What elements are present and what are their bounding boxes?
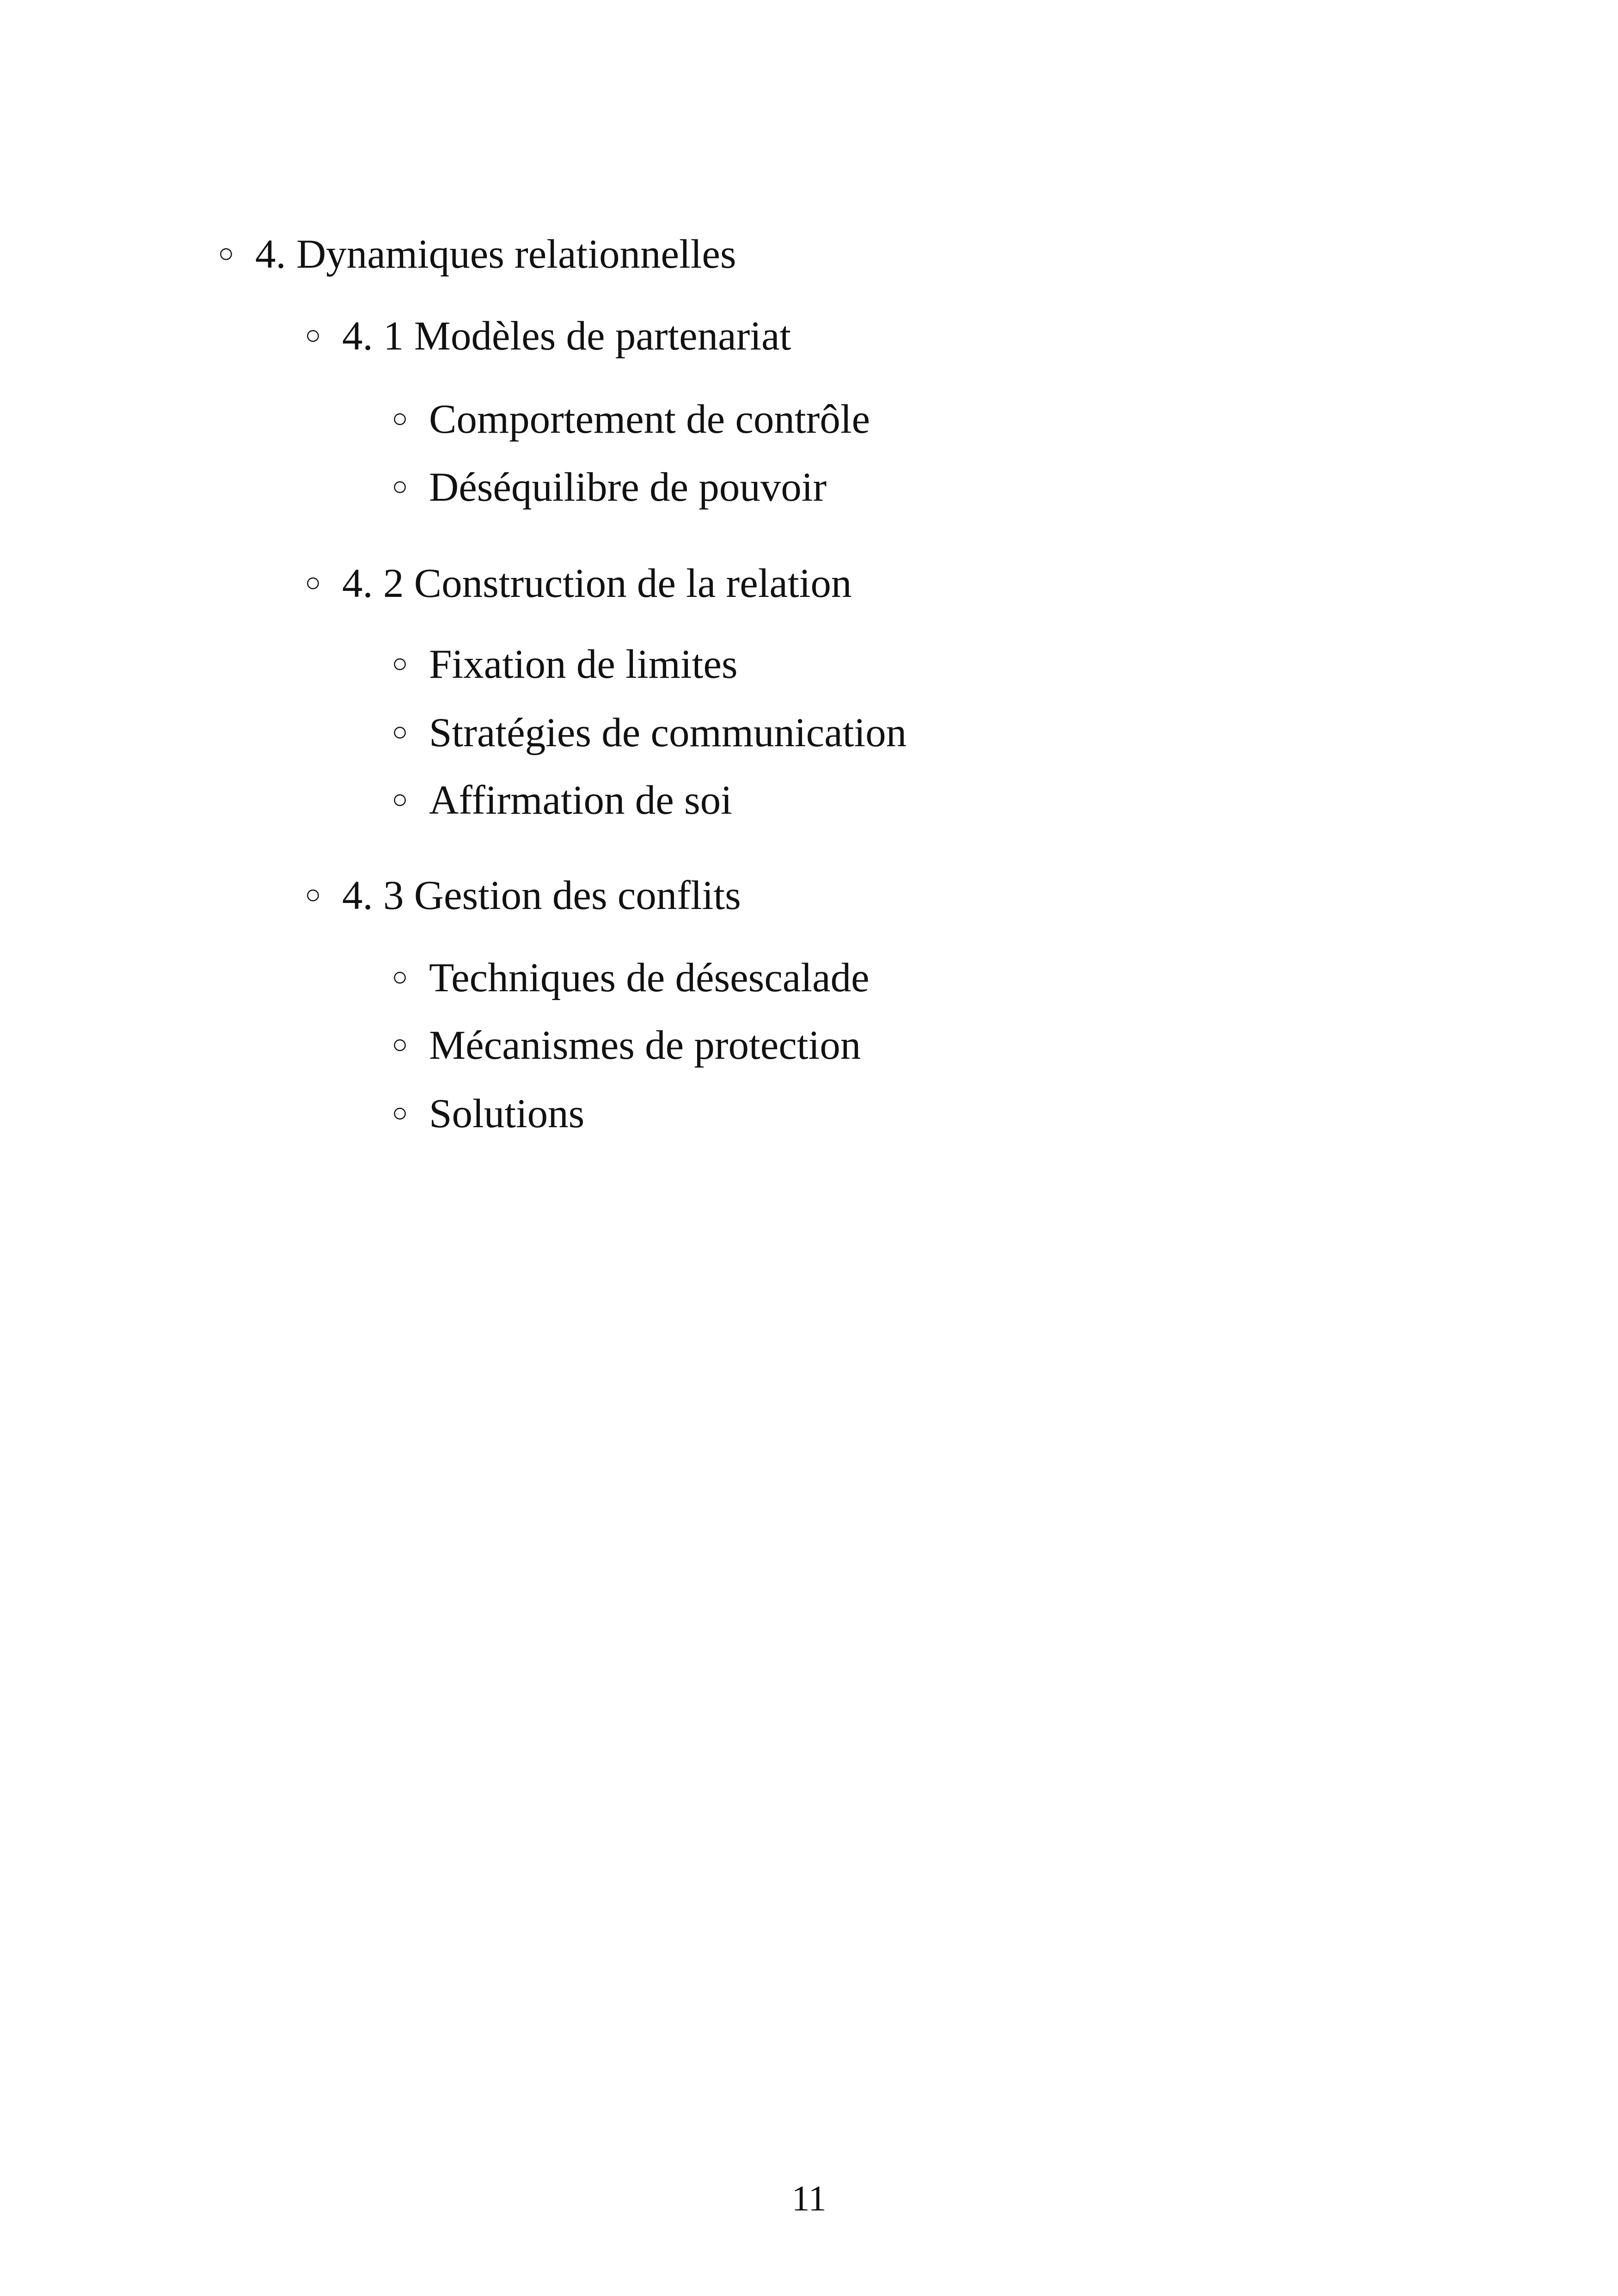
hollow-circle-bullet-icon: ○: [305, 567, 321, 597]
list-item-label: Techniques de désescalade: [429, 955, 870, 1001]
section-title: 4. Dynamiques relationnelles: [255, 232, 736, 277]
hollow-circle-bullet-icon: ○: [392, 648, 408, 678]
hollow-circle-bullet-icon: ○: [218, 238, 234, 268]
list-item-label: Solutions: [429, 1091, 585, 1136]
list-item-label: Fixation de limites: [429, 642, 738, 687]
page-number: 11: [791, 2178, 827, 2218]
hollow-circle-bullet-icon: ○: [392, 1098, 408, 1128]
list-item: [386, 462, 827, 513]
subsection-title: 4. 3 Gestion des conflits: [342, 873, 741, 918]
subsection-title: 4. 1 Modèles de partenariat: [342, 313, 791, 359]
list-item: [386, 394, 870, 445]
list-item-label: Affirmation de soi: [429, 778, 732, 823]
list-item-label: Déséquilibre de pouvoir: [429, 465, 827, 510]
hollow-circle-bullet-icon: ○: [392, 784, 408, 814]
subsection-heading: [300, 870, 741, 921]
list-item-label: Comportement de contrôle: [429, 397, 870, 442]
list-item: [386, 639, 737, 690]
subsection-heading: [300, 558, 852, 609]
hollow-circle-bullet-icon: ○: [305, 879, 321, 909]
subsection-heading: [300, 311, 791, 362]
hollow-circle-bullet-icon: ○: [392, 471, 408, 501]
section-heading: [213, 229, 736, 280]
list-item: [386, 1020, 861, 1071]
hollow-circle-bullet-icon: ○: [392, 717, 408, 747]
subsection-title: 4. 2 Construction de la relation: [342, 561, 852, 606]
list-item: [386, 952, 870, 1003]
hollow-circle-bullet-icon: ○: [392, 962, 408, 992]
list-item-label: Mécanismes de protection: [429, 1023, 861, 1068]
list-item-label: Stratégies de communication: [429, 710, 907, 755]
hollow-circle-bullet-icon: ○: [392, 403, 408, 433]
list-item: [386, 1088, 584, 1139]
list-item: [386, 707, 907, 758]
hollow-circle-bullet-icon: ○: [392, 1029, 408, 1059]
hollow-circle-bullet-icon: ○: [305, 320, 321, 350]
list-item: [386, 775, 732, 826]
